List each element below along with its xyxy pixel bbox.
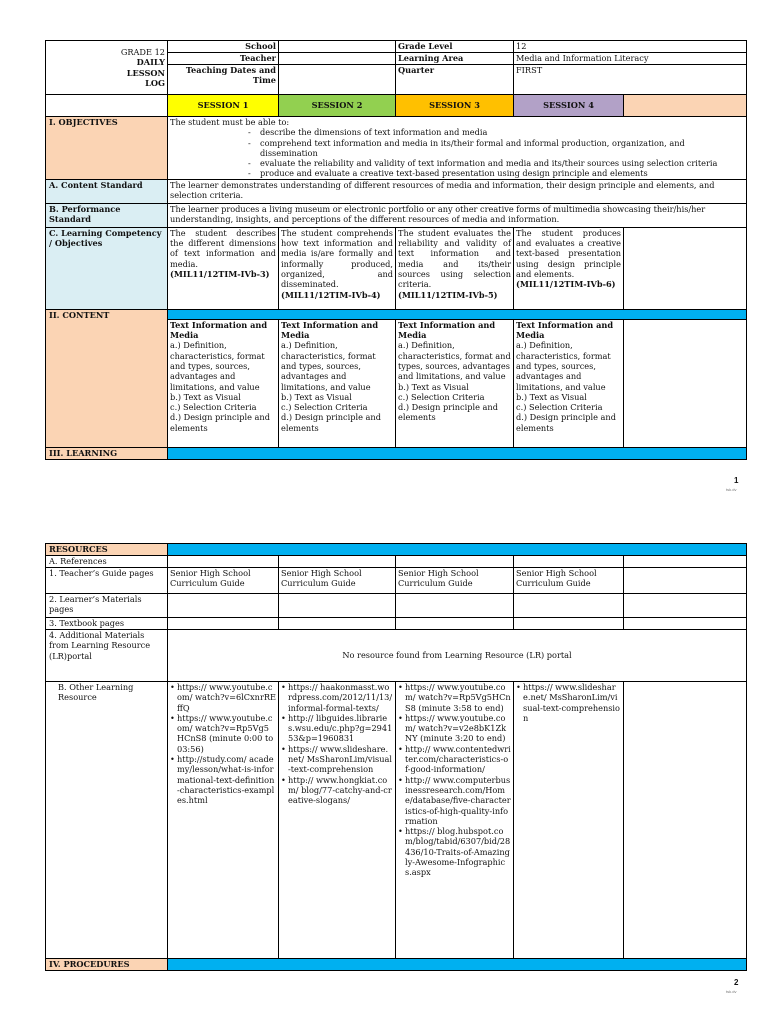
references-cell — [168, 556, 279, 568]
content-line: b.) Text as Visual — [281, 391, 352, 402]
resource-link[interactable]: • https:// www.youtube.com/ watch?v=6lCxnrREffQ — [170, 682, 276, 713]
content-line: b.) Text as Visual — [516, 391, 587, 402]
content-title: Text Information and Media — [170, 319, 268, 341]
other-resources-session-1 — [168, 682, 279, 959]
competency-text: The student comprehends how text information and media is/are formally and informally produced, organized, and disseminated. — [281, 227, 393, 290]
content-line: d.) Design principle and elements — [281, 412, 381, 433]
resource-link-list — [281, 682, 393, 806]
learners-materials-cell — [514, 594, 624, 618]
performance-standard-label: B. Performance Standard — [46, 203, 168, 227]
lesson-label: LESSON — [126, 67, 165, 78]
content-line: b.) Text as Visual — [398, 381, 469, 392]
session-3-header: SESSION 3 — [396, 95, 514, 117]
resources-label: RESOURCES — [46, 544, 168, 556]
references-cell — [279, 556, 396, 568]
resources-bar — [168, 544, 747, 556]
resource-link[interactable]: • https:// haakonmasst.wordpress.com/2012/11/13/informal-formal-texts/ — [281, 682, 393, 713]
resource-link[interactable]: • http:// www.computerbusinessresearch.com/Home/database/five-characteristics-of-high-quality-information — [398, 775, 511, 826]
resource-link[interactable]: • https:// blog.hubspot.com/blog/tabid/6307/bid/28436/10-Traits-of-Amazingly-Awesome-Infographics.aspx — [398, 826, 511, 877]
content-line: a.) Definition, characteristics, format and types, sources, advantages and limitations, and value — [398, 340, 511, 382]
resource-link[interactable]: • http:// www.contentedwriter.com/characteristics-of-good-information/ — [398, 744, 511, 775]
page-footer-1: tsk.dv — [726, 487, 737, 492]
session-1-header: SESSION 1 — [168, 95, 279, 117]
resource-link[interactable]: • https:// www.slideshare.net/ MsSharonLim/visual-text-comprehension — [516, 682, 621, 723]
page-footer-2: tsk.dv — [726, 989, 737, 994]
learners-materials-cell — [396, 594, 514, 618]
page-number-2: 2 — [734, 978, 739, 987]
textbook-pages-label: 3. Textbook pages — [46, 618, 168, 630]
resource-link[interactable]: • http:// www.hongkiat.com/ blog/77-catchy-and-creative-slogans/ — [281, 775, 393, 806]
other-resources-label: B. Other Learning Resource — [46, 682, 168, 959]
teacher-label: Teacher — [168, 53, 279, 65]
learners-materials-label: 2. Learner’s Materials pages — [46, 594, 168, 618]
references-cell — [624, 556, 747, 568]
content-line: d.) Design principle and elements — [516, 412, 616, 433]
session-4-header: SESSION 4 — [514, 95, 624, 117]
resource-link[interactable]: • https:// www.slideshare.net/ MsSharonLim/visual-text-comprehension — [281, 744, 393, 775]
resource-link[interactable]: • https:// www.youtube.com/ watch?v=v2e8bK1ZkNY (minute 3:20 to end) — [398, 713, 511, 744]
content-title: Text Information and Media — [398, 319, 496, 341]
teachers-guide-value: Senior High School Curriculum Guide — [279, 568, 396, 594]
lesson-log-table-page-2 — [45, 543, 747, 971]
other-resources-extra — [624, 682, 747, 959]
other-resources-session-3 — [396, 682, 514, 959]
content-line: c.) Selection Criteria — [398, 391, 485, 402]
teaching-dates-label: Teaching Dates and Time — [168, 65, 279, 95]
resource-link[interactable]: • https:// www.youtube.com/ watch?v=Rp5Vg5HCnS8 (minute 3:58 to end) — [398, 682, 511, 713]
content-line: a.) Definition, characteristics, format and types, sources, advantages and limitations, and value — [281, 340, 376, 392]
content-line: d.) Design principle and elements — [170, 412, 270, 433]
learners-materials-cell — [279, 594, 396, 618]
content-line: c.) Selection Criteria — [281, 402, 368, 413]
teachers-guide-extra — [624, 568, 747, 594]
grade-label: GRADE 12 — [120, 46, 165, 57]
textbook-cell — [396, 618, 514, 630]
learning-area-value: Media and Information Literacy — [514, 53, 747, 65]
grade-level-value: 12 — [514, 41, 747, 53]
references-label: A. References — [46, 556, 168, 568]
content-label: II. CONTENT — [46, 309, 168, 447]
objectives-label: I. OBJECTIVES — [46, 117, 168, 180]
objective-item: - evaluate the reliability and validity of text information and media and its/their sources using selection criteria — [248, 158, 744, 168]
content-line: a.) Definition, characteristics, format and types, sources, advantages and limitations, and value — [516, 340, 611, 392]
resource-link[interactable]: • http://study.com/ academy/lesson/what-is-informational-text-definition-characteristics-examples.html — [170, 754, 276, 805]
textbook-cell — [514, 618, 624, 630]
learning-label: III. LEARNING — [46, 447, 168, 459]
competency-text: The student describes the different dimensions of text information and media. — [170, 227, 276, 269]
teachers-guide-value: Senior High School Curriculum Guide — [168, 568, 279, 594]
competency-text: The student produces and evaluates a creative text-based presentation using design principle and elements. — [516, 227, 621, 279]
additional-materials-label: 4. Additional Materials from Learning Resource (LR)portal — [46, 630, 168, 682]
competency-code: (MIL11/12TIM-IVb-5) — [398, 289, 498, 300]
textbook-cell — [168, 618, 279, 630]
log-label: LOG — [145, 77, 165, 88]
quarter-label: Quarter — [396, 65, 514, 95]
objectives-intro: The student must be able to: — [170, 117, 290, 127]
school-label: School — [168, 41, 279, 53]
teachers-guide-value: Senior High School Curriculum Guide — [514, 568, 624, 594]
resource-link[interactable]: • https:// www.youtube.com/ watch?v=Rp5Vg5HCnS8 (minute 0:00 to 03:56) — [170, 713, 276, 754]
session-2-header: SESSION 2 — [279, 95, 396, 117]
references-cell — [514, 556, 624, 568]
performance-standard-text: The learner produces a living museum or electronic portfolio or any other creative forms of multimedia showcasing their/his/her understanding, insights, and perceptions of the different resources of media and information. — [168, 203, 747, 227]
teachers-guide-value: Senior High School Curriculum Guide — [396, 568, 514, 594]
resource-link-list — [398, 682, 511, 878]
other-resources-session-4 — [514, 682, 624, 959]
learners-materials-cell — [624, 594, 747, 618]
competency-code: (MIL11/12TIM-IVb-6) — [516, 279, 616, 290]
objective-item: - describe the dimensions of text information and media — [248, 127, 744, 137]
content-line: a.) Definition, characteristics, format and types, sources, advantages and limitations, and value — [170, 340, 265, 392]
resource-link[interactable]: • http:// libguides.libraries.wsu.edu/c.php?g=294153&p=1960831 — [281, 713, 393, 744]
content-line: d.) Design principle and elements — [398, 402, 498, 423]
objective-item: - comprehend text information and media in its/their formal and informal production, organization, and dissemination — [248, 138, 744, 159]
objective-item: - produce and evaluate a creative text-based presentation using design principle and elements — [248, 168, 744, 178]
other-resources-session-2 — [279, 682, 396, 959]
competency-code: (MIL11/12TIM-IVb-4) — [281, 289, 381, 300]
content-title: Text Information and Media — [281, 319, 379, 341]
textbook-cell — [279, 618, 396, 630]
daily-label: DAILY — [136, 57, 165, 68]
competency-text: The student evaluates the reliability and validity of text information and media and its/their sources using selection criteria. — [398, 227, 511, 290]
competency-label: C. Learning Competency / Objectives — [46, 227, 168, 309]
procedures-label: IV. PROCEDURES — [46, 959, 168, 971]
page-number-1: 1 — [734, 476, 739, 485]
grade-level-label: Grade Level — [396, 41, 514, 53]
content-line: c.) Selection Criteria — [516, 402, 603, 413]
resource-link-list — [516, 682, 621, 723]
textbook-cell — [624, 618, 747, 630]
content-line: c.) Selection Criteria — [170, 402, 257, 413]
references-cell — [396, 556, 514, 568]
resource-link-list — [170, 682, 276, 806]
content-standard-label: A. Content Standard — [46, 179, 168, 203]
content-title: Text Information and Media — [516, 319, 614, 341]
learning-area-label: Learning Area — [396, 53, 514, 65]
additional-materials-value: No resource found from Learning Resource (LR) portal — [168, 630, 747, 682]
content-standard-text: The learner demonstrates understanding of different resources of media and information, their design principle and elements, and selection criteria. — [168, 179, 747, 203]
teachers-guide-label: 1. Teacher’s Guide pages — [46, 568, 168, 594]
competency-code: (MIL11/12TIM-IVb-3) — [170, 268, 270, 279]
content-line: b.) Text as Visual — [170, 391, 241, 402]
quarter-value: FIRST — [514, 65, 747, 95]
learners-materials-cell — [168, 594, 279, 618]
procedures-bar — [168, 959, 747, 971]
